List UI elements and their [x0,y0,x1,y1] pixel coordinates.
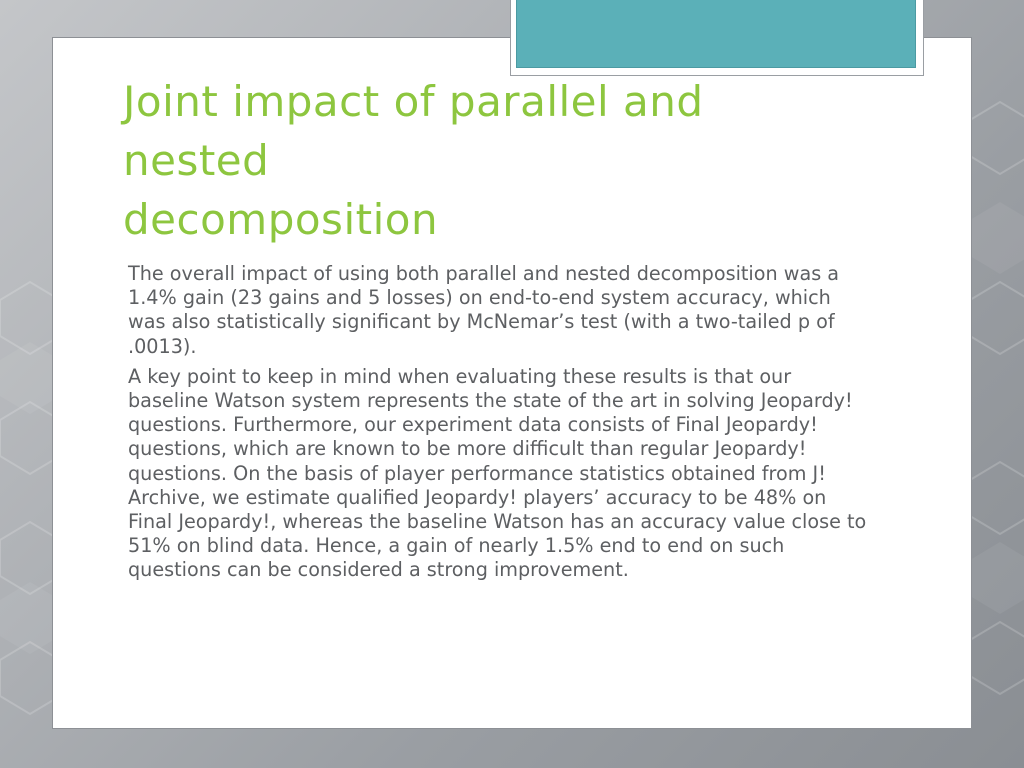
slide-body [128,262,868,589]
slide-title-line-1: Joint impact of parallel and [123,77,704,126]
accent-block [516,0,916,68]
slide-title [123,72,883,249]
body-paragraph-1: The overall impact of using both parallel and nested decomposition was a 1.4% gain (23 gains and 5 losses) on end-to-end system accuracy, which was also statistically significant by McNemar’s test (with a two-tailed p of .0013). [128,262,840,358]
slide-title-line-2: nested [123,136,270,185]
body-paragraph-2: A key point to keep in mind when evaluating these results is that our baseline Watson system represents the state of the art in solving Jeopardy! questions. Furthermore, our experiment data consists of Final Jeopardy! questions, which are known to be more difficult than regular Jeopardy! questions. On the basis of player performance statistics obtained from J! Archive, we estimate qualified Jeopardy! players’ accuracy to be 48% on Final Jeopardy!, whereas the baseline Watson has an accuracy value close to 51% on blind data. Hence, a gain of nearly 1.5% end to end on such questions can be considered a strong improvement. [128,364,867,582]
slide-title-line-3: decomposition [123,195,439,244]
